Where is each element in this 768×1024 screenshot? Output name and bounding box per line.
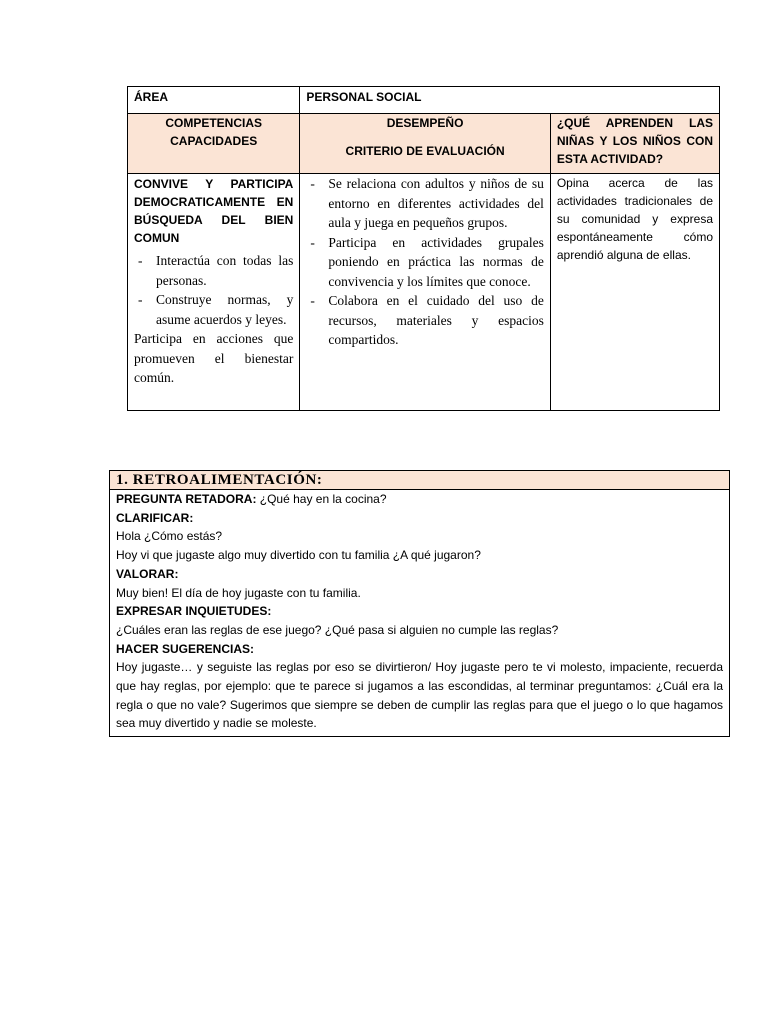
content-row xyxy=(128,174,720,411)
clarificar-label: CLARIFICAR: xyxy=(116,510,194,525)
aprendizaje-cell: Opina acerca de las actividades tradicionales de su comunidad y expresa espontáneamente cómo aprendió alguna de ellas. xyxy=(550,174,719,411)
competencia-title: CONVIVE Y PARTICIPA DEMOCRATICAMENTE EN BÚSQUEDA DEL BIEN COMUN xyxy=(134,177,294,245)
capacidad-extra: Participa en acciones que promueven el bienestar común. xyxy=(134,331,294,385)
retroalimentacion-title: 1. RETROALIMENTACIÓN: xyxy=(110,471,729,490)
desempenos-list xyxy=(306,174,544,350)
area-row xyxy=(128,87,720,114)
desempeno-header-line1: DESEMPEÑO xyxy=(386,116,464,130)
desempeno-header xyxy=(300,114,551,174)
desempeno-item: - Colabora en el cuidado del uso de recursos, materiales y espacios compartidos. xyxy=(306,291,544,350)
pregunta-label: PREGUNTA RETADORA: xyxy=(116,492,257,506)
clarificar-line1: Hola ¿Cómo estás? xyxy=(116,529,223,544)
desempeno-cell xyxy=(300,174,551,411)
desempeno-item: - Se relaciona con adultos y niños de su entorno en diferentes actividades del aula y juega en pequeños grupos. xyxy=(306,174,544,233)
expresar-label: EXPRESAR INQUIETUDES: xyxy=(116,604,272,619)
desempeno-item: - Participa en actividades grupales poniendo en práctica las normas de convivencia y los límites que conoce. xyxy=(306,233,544,292)
capacidad-item: - Construye normas, y asume acuerdos y leyes. xyxy=(134,290,293,329)
area-value: PERSONAL SOCIAL xyxy=(300,87,720,114)
pregunta-text: ¿Qué hay en la cocina? xyxy=(256,492,387,506)
retroalimentacion-box xyxy=(109,470,730,737)
sugerencias-label: HACER SUGERENCIAS: xyxy=(116,641,255,656)
capacidades-list xyxy=(134,251,293,329)
area-label: ÁREA xyxy=(128,87,300,114)
desempeno-header-line2: CRITERIO DE EVALUACIÓN xyxy=(345,144,505,158)
retroalimentacion-body xyxy=(110,490,729,736)
planning-table xyxy=(127,86,720,411)
competencias-cell xyxy=(128,174,300,411)
clarificar-line2: Hoy vi que jugaste algo muy divertido con tu familia ¿A qué jugaron? xyxy=(116,548,481,563)
competencias-header-line2: CAPACIDADES xyxy=(170,134,258,148)
valorar-label: VALORAR: xyxy=(116,566,179,581)
valorar-text: Muy bien! El día de hoy jugaste con tu familia. xyxy=(116,585,361,600)
capacidad-item: - Interactúa con todas las personas. xyxy=(134,251,293,290)
pregunta-line xyxy=(116,490,723,509)
sugerencias-text: Hoy jugaste… y seguiste las reglas por eso se divirtieron/ Hoy jugaste pero te vi molesto, impaciente, recuerda que hay reglas, por ejemplo: que te parece si jugamos a las escondidas, al terminar preguntamos: ¿Cuál era la regla o que no vale? Sugerimos que siempre se deben de cumplir las reglas para que el juego o lo que hagamos sea muy divertido y nadie se moleste. xyxy=(116,660,723,731)
competencias-header xyxy=(128,114,300,174)
header-row xyxy=(128,114,720,174)
competencias-header-line1: COMPETENCIAS xyxy=(165,116,263,130)
aprenden-header: ¿QUÉ APRENDEN LAS NIÑAS Y LOS NIÑOS CON ESTA ACTIVIDAD? xyxy=(550,114,719,174)
expresar-text: ¿Cuáles eran las reglas de ese juego? ¿Qué pasa si alguien no cumple las reglas? xyxy=(116,622,559,637)
